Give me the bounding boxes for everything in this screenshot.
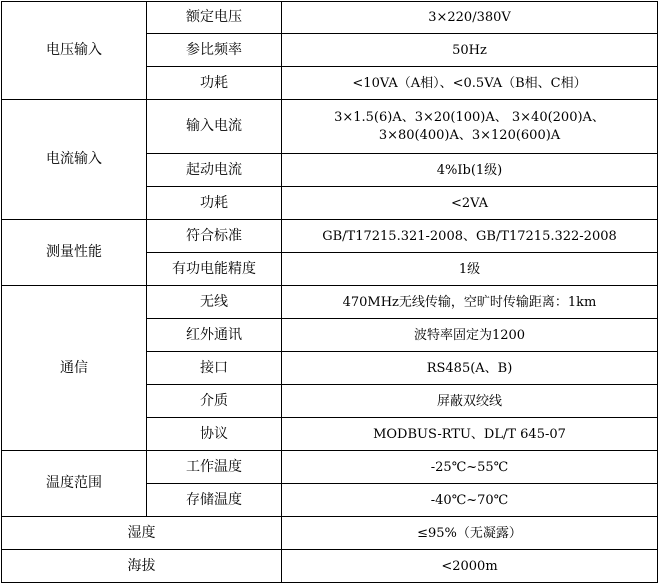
value-cell: MODBUS-RTU、DL/T 645-07 bbox=[282, 418, 658, 451]
category-cell: 电压输入 bbox=[2, 2, 147, 100]
param-cell: 存储温度 bbox=[147, 484, 282, 517]
param-cell: 工作温度 bbox=[147, 451, 282, 484]
table-row bbox=[2, 451, 658, 484]
value-cell: ≤95%（无凝露） bbox=[282, 517, 658, 550]
value-cell: 470MHz无线传输，空旷时传输距离：1km bbox=[282, 286, 658, 319]
value-cell: GB/T17215.321-2008、GB/T17215.322-2008 bbox=[282, 220, 658, 253]
param-cell: 有功电能精度 bbox=[147, 253, 282, 286]
value-cell: <10VA（A相）、<0.5VA（B相、C相） bbox=[282, 67, 658, 100]
table-row bbox=[2, 100, 658, 154]
table-row bbox=[2, 286, 658, 319]
value-line: 3×1.5(6)A、3×20(100)A、 3×40(200)A、 bbox=[334, 109, 605, 125]
value-cell: 3×220/380V bbox=[282, 2, 658, 34]
category-cell: 电流输入 bbox=[2, 100, 147, 220]
param-cell: 功耗 bbox=[147, 67, 282, 100]
table-row bbox=[2, 220, 658, 253]
value-cell: -25℃~55℃ bbox=[282, 451, 658, 484]
table-row bbox=[2, 517, 658, 550]
param-cell: 接口 bbox=[147, 352, 282, 385]
param-cell: 额定电压 bbox=[147, 2, 282, 34]
value-cell bbox=[282, 100, 658, 154]
param-cell: 介质 bbox=[147, 385, 282, 418]
value-cell: <2000m bbox=[282, 550, 658, 583]
param-cell: 湿度 bbox=[2, 517, 282, 550]
param-cell: 输入电流 bbox=[147, 100, 282, 154]
param-cell: 无线 bbox=[147, 286, 282, 319]
param-cell: 符合标准 bbox=[147, 220, 282, 253]
category-cell: 温度范围 bbox=[2, 451, 147, 517]
param-cell: 参比频率 bbox=[147, 34, 282, 67]
value-cell: 波特率固定为1200 bbox=[282, 319, 658, 352]
value-cell: RS485(A、B) bbox=[282, 352, 658, 385]
param-cell: 功耗 bbox=[147, 187, 282, 220]
value-cell: <2VA bbox=[282, 187, 658, 220]
category-cell: 测量性能 bbox=[2, 220, 147, 286]
value-cell: 50Hz bbox=[282, 34, 658, 67]
value-line: 3×80(400)A、3×120(600)A bbox=[378, 127, 561, 143]
param-cell: 协议 bbox=[147, 418, 282, 451]
spec-table bbox=[1, 1, 658, 583]
value-cell: -40℃~70℃ bbox=[282, 484, 658, 517]
value-cell: 1级 bbox=[282, 253, 658, 286]
table-row bbox=[2, 2, 658, 34]
category-cell: 通信 bbox=[2, 286, 147, 451]
value-cell: 屏蔽双绞线 bbox=[282, 385, 658, 418]
value-cell: 4%Ib(1级) bbox=[282, 154, 658, 187]
param-cell: 起动电流 bbox=[147, 154, 282, 187]
table-row bbox=[2, 550, 658, 583]
param-cell: 海拔 bbox=[2, 550, 282, 583]
param-cell: 红外通讯 bbox=[147, 319, 282, 352]
